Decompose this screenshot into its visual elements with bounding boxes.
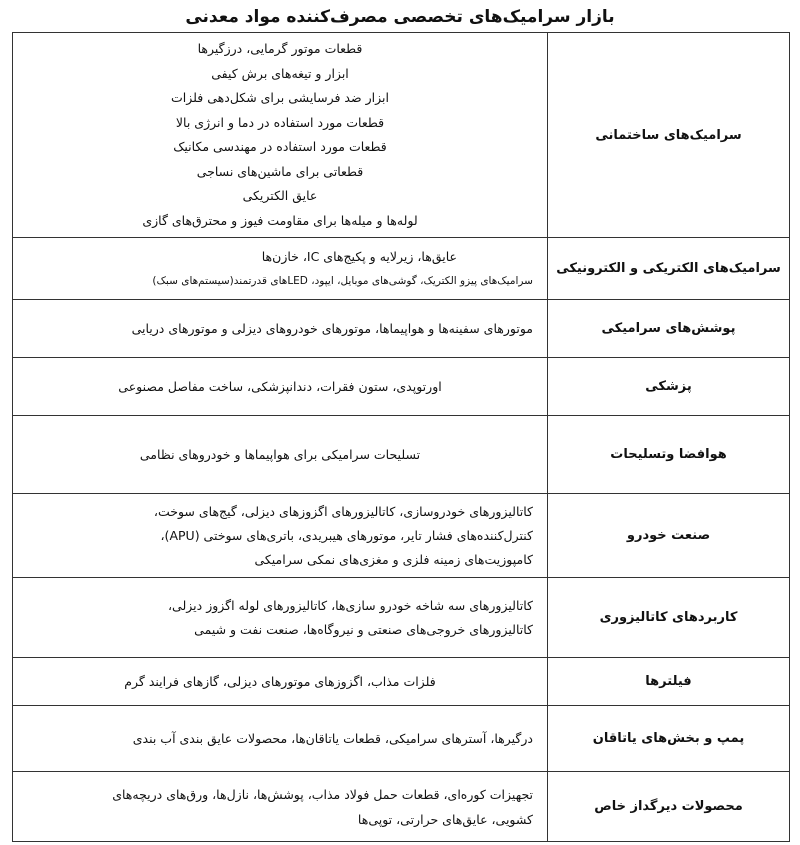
category-label: محصولات دیرگداز خاص [594,799,743,814]
category-cell [548,494,790,578]
category-label: پوشش‌های سرامیکی [601,321,736,336]
table-row [13,300,790,358]
table-row [13,494,790,578]
table-row [13,33,790,238]
category-cell [548,33,790,238]
description-cell [13,358,548,416]
description-line: لوله‌ها و میله‌ها برای مقاومت فیوز و محترق‌های گازی [142,212,418,228]
category-cell [548,706,790,772]
description-line: کشویی، عایق‌های حرارتی، توپی‌ها [357,811,533,827]
page-title: بازار سرامیک‌های تخصصی مصرف‌کننده مواد معدنی [185,7,615,27]
description-line: کاتالیزورهای خودروسازی، کاتالیزورهای اگزوزهای دیزلی، گیج‌های سوخت، [153,503,533,519]
category-cell [548,772,790,842]
description-line: ابزار و تیغه‌های برش کیفی [211,65,349,81]
table-row [13,658,790,706]
applications-table [12,32,790,842]
description-line: کنترل‌کننده‌های فشار تایر، موتورهای هیبریدی، باتری‌های سوختی (APU)، [160,527,533,543]
description-line: کاتالیزورهای خروجی‌های صنعتی و نیروگاه‌ها، صنعت نفت و شیمی [194,621,533,637]
table-row [13,416,790,494]
description-line: قطعات مورد استفاده در دما و انرژی بالا [175,114,385,130]
category-label: صنعت خودرو [626,528,711,543]
table-row [13,358,790,416]
description-line: سرامیک‌های پیزو الکتریک، گوشی‌های موبایل، ایپود، LEDهای قدرتمند(سیستم‌های سبک) [152,274,533,287]
category-cell [548,416,790,494]
description-cell [13,658,548,706]
description-line: عایق الکتریکی [242,188,318,203]
description-line: درگیرها، آسترهای سرامیکی، قطعات یاتاقان‌ها، محصولات عایق بندی آب بندی [132,731,533,746]
description-cell [13,300,548,358]
description-line: عایق‌ها، زیرلایه و پکیج‌های IC، خازن‌ها [261,248,457,264]
description-line: تجهیزات کوره‌ای، قطعات حمل فولاد مذاب، پوشش‌ها، نازل‌ها، ورق‌های دریچه‌های [112,786,533,802]
table-row [13,578,790,658]
description-cell [13,578,548,658]
description-line: کاتالیزورهای سه شاخه خودرو سازی‌ها، کاتالیزورهای لوله اگزوز دیزلی، [168,597,533,613]
category-label: پمپ و بخش‌های یاتاقان [592,731,745,746]
table-row [13,706,790,772]
description-line: موتورهای سفینه‌ها و هواپیماها، موتورهای خودروهای دیزلی و موتورهای دریایی [131,321,533,336]
description-cell [13,238,548,300]
description-line: اورتوپدی، ستون فقرات، دندانپزشکی، ساخت مفاصل مصنوعی [118,379,442,394]
description-line: قطعاتی برای ماشین‌های نساجی [196,163,364,179]
category-label: هوافضا وتسلیحات [610,447,727,462]
category-cell [548,300,790,358]
category-cell [548,358,790,416]
description-line: ابزار ضد فرسایشی برای شکل‌دهی فلزات [171,90,389,105]
description-cell [13,772,548,842]
category-cell [548,238,790,300]
description-line: قطعات مورد استفاده در مهندسی مکانیک [173,139,387,154]
category-cell [548,578,790,658]
category-label: سرامیک‌های ساختمانی [595,127,742,143]
description-line: فلزات مذاب، اگزوزهای موتورهای دیزلی، گازهای فرایند گرم [124,674,436,689]
description-cell [13,33,548,238]
table-row [13,772,790,842]
category-label: پزشکی [645,379,692,394]
description-line: قطعات موتور گرمایی، درزگیرها [197,41,363,56]
description-cell [13,494,548,578]
category-cell [548,658,790,706]
category-label: کاربردهای کاتالیزوری [599,610,738,625]
table-row [13,238,790,300]
description-line: تسلیحات سرامیکی برای هواپیماها و خودروهای نظامی [139,447,421,462]
description-line: کامپوزیت‌های زمینه فلزی و مغزی‌های نمکی سرامیکی [254,551,533,567]
description-cell [13,706,548,772]
category-label: فیلترها [645,674,692,689]
category-label: سرامیک‌های الکتریکی و الکترونیکی [556,261,781,276]
description-cell [13,416,548,494]
